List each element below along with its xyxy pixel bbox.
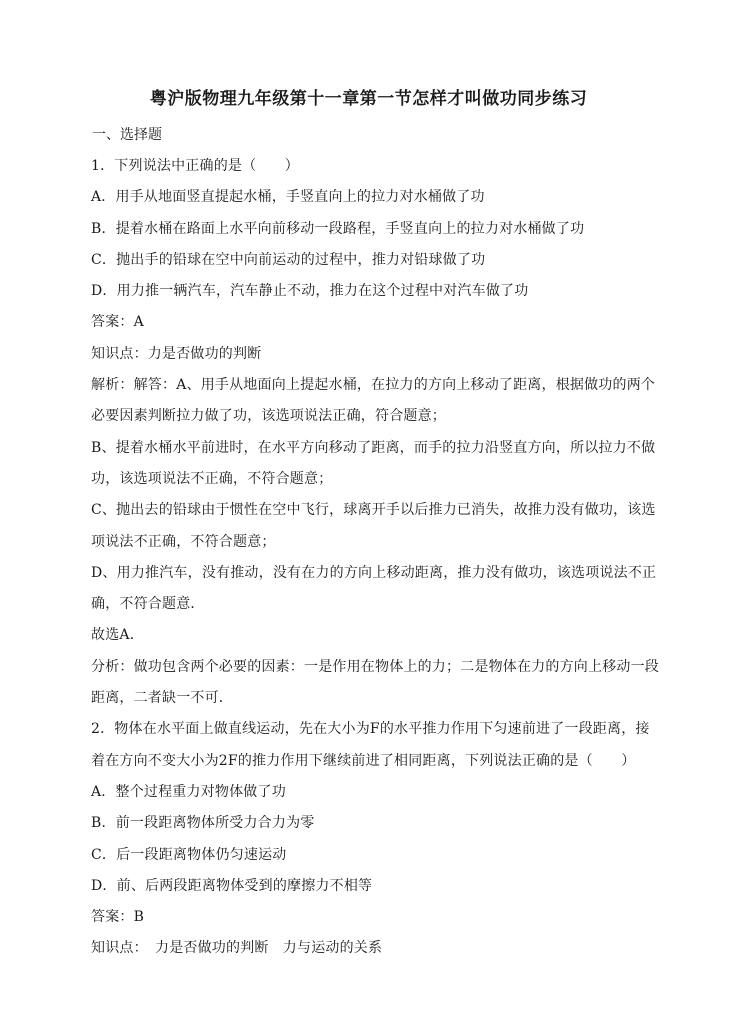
document-body bbox=[91, 151, 659, 965]
text-line: D．用力推一辆汽车，汽车静止不动，推力在这个过程中对汽车做了功 bbox=[91, 283, 529, 300]
text-line: D．前、后两段距离物体受到的摩擦力不相等 bbox=[91, 877, 373, 894]
text-line: A．用手从地面竖直提起水桶，手竖直向上的拉力对水桶做了功 bbox=[91, 189, 485, 206]
text-line: A．整个过程重力对物体做了功 bbox=[91, 783, 286, 800]
text-line: D、用力推汽车，没有推动，没有在力的方向上移动距离，推力没有做功，该选项说法不正 bbox=[91, 564, 657, 581]
text-line: C、抛出去的铅球由于惯性在空中飞行，球离开手以后推力已消失，故推力没有做功，该选 bbox=[91, 502, 656, 519]
text-line: 确，不符合题意． bbox=[91, 596, 205, 613]
text-line: C．抛出手的铅球在空中向前运动的过程中，推力对铅球做了功 bbox=[91, 251, 486, 268]
document-title: 粤沪版物理九年级第十一章第一节怎样才叫做功同步练习 bbox=[149, 89, 588, 109]
text-line: 答案：A bbox=[91, 314, 144, 331]
text-line: C．后一段距离物体仍匀速运动 bbox=[91, 846, 287, 863]
text-line: 着在方向不变大小为2F的推力作用下继续前进了相同距离，下列说法正确的是（ ） bbox=[91, 752, 636, 769]
text-line: 分析：做功包含两个必要的因素：一是作用在物体上的力；二是物体在力的方向上移动一段 bbox=[91, 658, 659, 675]
text-line: 故选A． bbox=[91, 627, 144, 644]
text-line: B．提着水桶在路面上水平向前移动一段路程，手竖直向上的拉力对水桶做了功 bbox=[91, 220, 585, 237]
text-line: 答案：B bbox=[91, 909, 145, 926]
text-line: 项说法不正确，不符合题意； bbox=[91, 533, 276, 550]
text-line: 知识点：力是否做功的判断 bbox=[91, 345, 262, 362]
text-line: B．前一段距离物体所受力合力为零 bbox=[91, 815, 315, 832]
text-line: 知识点： 力是否做功的判断 力与运动的关系 bbox=[91, 940, 383, 957]
text-line: 2．物体在水平面上做直线运动，先在大小为F的水平推力作用下匀速前进了一段距离，接 bbox=[91, 721, 650, 738]
text-line: 功，该选项说法不正确，不符合题意； bbox=[91, 470, 333, 487]
text-line: 1．下列说法中正确的是（ ） bbox=[91, 158, 299, 174]
text-line: 解析：解答：A、用手从地面向上提起水桶，在拉力的方向上移动了距离，根据做功的两个 bbox=[91, 377, 656, 394]
section-heading: 一、选择题 bbox=[92, 127, 162, 143]
text-line: B、提着水桶水平前进时，在水平方向移动了距离，而手的拉力沿竖直方向，所以拉力不做 bbox=[91, 439, 656, 456]
text-line: 距离，二者缺一不可． bbox=[91, 690, 233, 707]
text-line: 必要因素判断拉力做了功，该选项说法正确，符合题意； bbox=[91, 408, 446, 425]
